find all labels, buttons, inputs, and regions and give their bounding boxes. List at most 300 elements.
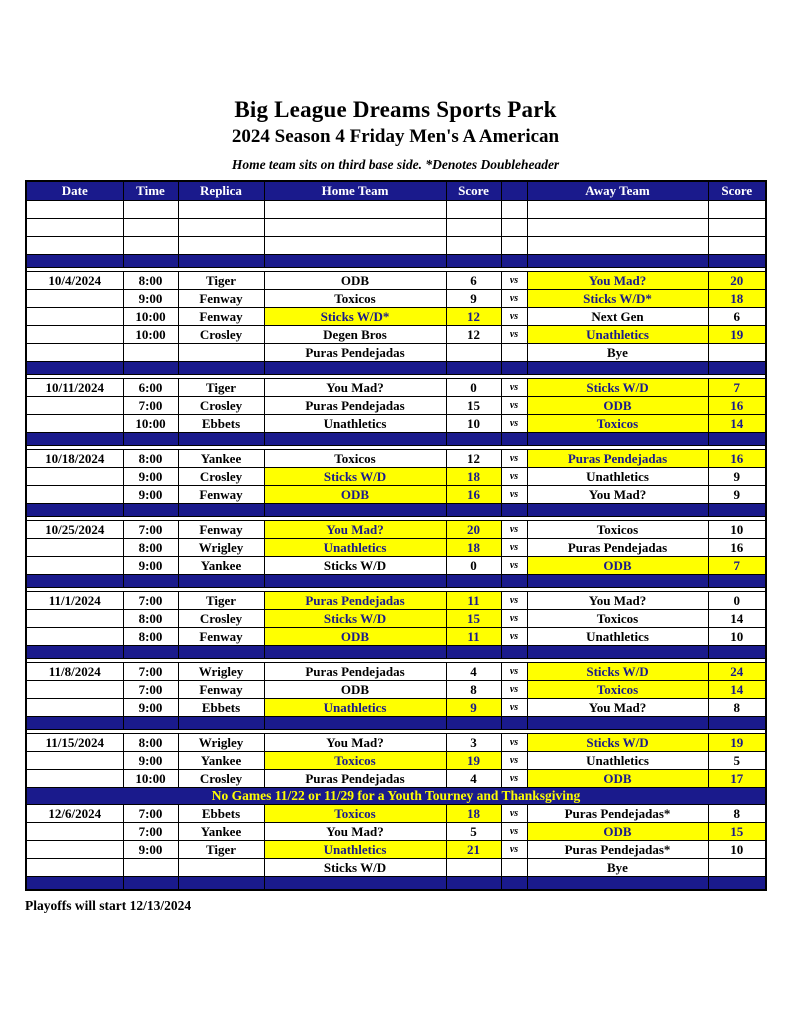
replica-cell: Crosley bbox=[178, 397, 264, 415]
game-row bbox=[26, 699, 766, 717]
replica-cell bbox=[178, 433, 264, 446]
replica-cell: Crosley bbox=[178, 468, 264, 486]
home-team-cell: You Mad? bbox=[264, 823, 446, 841]
game-row bbox=[26, 681, 766, 699]
vs-cell: vs bbox=[501, 628, 527, 646]
home-score-cell: 15 bbox=[446, 610, 501, 628]
home-team-cell bbox=[264, 201, 446, 219]
replica-cell: Fenway bbox=[178, 628, 264, 646]
away-score-cell: 16 bbox=[708, 397, 766, 415]
home-score-cell: 19 bbox=[446, 752, 501, 770]
notice-cell: No Games 11/22 or 11/29 for a Youth Tourney and Thanksgiving bbox=[26, 788, 766, 805]
home-team-cell: Sticks W/D bbox=[264, 468, 446, 486]
away-score-cell: 16 bbox=[708, 450, 766, 468]
replica-cell: Ebbets bbox=[178, 805, 264, 823]
vs-cell: vs bbox=[501, 592, 527, 610]
replica-cell bbox=[178, 717, 264, 730]
time-cell: 8:00 bbox=[123, 610, 178, 628]
home-team-cell: Puras Pendejadas bbox=[264, 770, 446, 788]
home-team-cell bbox=[264, 877, 446, 891]
time-cell: 9:00 bbox=[123, 752, 178, 770]
game-row bbox=[26, 628, 766, 646]
away-score-cell: 9 bbox=[708, 468, 766, 486]
game-row bbox=[26, 397, 766, 415]
date-cell: 10/25/2024 bbox=[26, 521, 123, 539]
time-cell: 10:00 bbox=[123, 308, 178, 326]
time-cell: 9:00 bbox=[123, 557, 178, 575]
replica-cell: Fenway bbox=[178, 486, 264, 504]
time-cell: 10:00 bbox=[123, 770, 178, 788]
date-cell bbox=[26, 575, 123, 588]
date-cell bbox=[26, 877, 123, 891]
away-team-cell: Unathletics bbox=[527, 468, 708, 486]
replica-cell bbox=[178, 344, 264, 362]
home-team-cell bbox=[264, 646, 446, 659]
vs-cell: vs bbox=[501, 734, 527, 752]
time-cell: 8:00 bbox=[123, 450, 178, 468]
time-cell: 7:00 bbox=[123, 592, 178, 610]
date-cell bbox=[26, 415, 123, 433]
vs-cell: vs bbox=[501, 752, 527, 770]
away-score-cell bbox=[708, 575, 766, 588]
game-row bbox=[26, 752, 766, 770]
home-team-cell: ODB bbox=[264, 681, 446, 699]
date-cell: 12/6/2024 bbox=[26, 805, 123, 823]
vs-cell: vs bbox=[501, 610, 527, 628]
date-cell bbox=[26, 770, 123, 788]
replica-cell: Yankee bbox=[178, 450, 264, 468]
home-team-cell: Toxicos bbox=[264, 752, 446, 770]
away-team-cell: Sticks W/D bbox=[527, 734, 708, 752]
time-cell: 6:00 bbox=[123, 379, 178, 397]
home-team-cell: ODB bbox=[264, 628, 446, 646]
away-team-cell: ODB bbox=[527, 557, 708, 575]
away-score-cell bbox=[708, 219, 766, 237]
vs-cell: vs bbox=[501, 397, 527, 415]
game-row bbox=[26, 272, 766, 290]
away-score-cell bbox=[708, 255, 766, 268]
date-cell bbox=[26, 752, 123, 770]
home-score-cell: 20 bbox=[446, 521, 501, 539]
replica-cell: Yankee bbox=[178, 557, 264, 575]
home-team-cell: Sticks W/D bbox=[264, 859, 446, 877]
home-score-cell: 9 bbox=[446, 290, 501, 308]
vs-cell: vs bbox=[501, 272, 527, 290]
away-score-cell: 18 bbox=[708, 290, 766, 308]
time-cell: 10:00 bbox=[123, 415, 178, 433]
date-cell bbox=[26, 823, 123, 841]
replica-cell: Crosley bbox=[178, 326, 264, 344]
replica-cell bbox=[178, 255, 264, 268]
home-team-cell: You Mad? bbox=[264, 521, 446, 539]
replica-cell: Wrigley bbox=[178, 539, 264, 557]
vs-cell bbox=[501, 859, 527, 877]
col-header-time: Time bbox=[123, 181, 178, 201]
time-cell bbox=[123, 859, 178, 877]
away-team-cell: Unathletics bbox=[527, 326, 708, 344]
page-title: Big League Dreams Sports Park bbox=[234, 97, 557, 122]
vs-cell bbox=[501, 362, 527, 375]
away-score-cell bbox=[708, 859, 766, 877]
replica-cell: Wrigley bbox=[178, 734, 264, 752]
replica-cell: Wrigley bbox=[178, 663, 264, 681]
replica-cell: Yankee bbox=[178, 752, 264, 770]
time-cell: 7:00 bbox=[123, 681, 178, 699]
date-cell bbox=[26, 308, 123, 326]
home-team-cell: Sticks W/D* bbox=[264, 308, 446, 326]
away-team-cell: ODB bbox=[527, 397, 708, 415]
away-team-cell: Unathletics bbox=[527, 752, 708, 770]
time-cell: 9:00 bbox=[123, 468, 178, 486]
separator-row bbox=[26, 877, 766, 891]
away-score-cell: 8 bbox=[708, 805, 766, 823]
vs-cell bbox=[501, 237, 527, 255]
away-team-cell bbox=[527, 575, 708, 588]
home-score-cell: 18 bbox=[446, 468, 501, 486]
date-cell bbox=[26, 717, 123, 730]
away-team-cell: Toxicos bbox=[527, 521, 708, 539]
game-row bbox=[26, 770, 766, 788]
home-team-cell: Unathletics bbox=[264, 699, 446, 717]
game-row bbox=[26, 486, 766, 504]
vs-cell bbox=[501, 201, 527, 219]
home-score-cell: 15 bbox=[446, 397, 501, 415]
home-score-cell: 11 bbox=[446, 628, 501, 646]
date-cell bbox=[26, 290, 123, 308]
away-score-cell bbox=[708, 504, 766, 517]
time-cell: 8:00 bbox=[123, 539, 178, 557]
home-score-cell: 18 bbox=[446, 805, 501, 823]
page-subtitle: 2024 Season 4 Friday Men's A American bbox=[231, 126, 560, 147]
away-team-cell: Next Gen bbox=[527, 308, 708, 326]
home-score-cell: 16 bbox=[446, 486, 501, 504]
home-team-cell: Toxicos bbox=[264, 805, 446, 823]
home-score-cell: 5 bbox=[446, 823, 501, 841]
home-score-cell bbox=[446, 219, 501, 237]
away-score-cell: 7 bbox=[708, 557, 766, 575]
game-row bbox=[26, 663, 766, 681]
home-score-cell: 0 bbox=[446, 379, 501, 397]
home-team-cell: Toxicos bbox=[264, 450, 446, 468]
home-team-cell: Unathletics bbox=[264, 539, 446, 557]
date-cell bbox=[26, 486, 123, 504]
col-header-date: Date bbox=[26, 181, 123, 201]
time-cell: 10:00 bbox=[123, 326, 178, 344]
home-team-cell: Unathletics bbox=[264, 841, 446, 859]
date-cell bbox=[26, 539, 123, 557]
replica-cell bbox=[178, 219, 264, 237]
home-score-cell bbox=[446, 201, 501, 219]
game-row bbox=[26, 468, 766, 486]
time-cell bbox=[123, 504, 178, 517]
date-cell bbox=[26, 468, 123, 486]
date-cell bbox=[26, 681, 123, 699]
time-cell bbox=[123, 646, 178, 659]
replica-cell bbox=[178, 237, 264, 255]
game-row bbox=[26, 450, 766, 468]
away-score-cell bbox=[708, 433, 766, 446]
home-team-cell: Degen Bros bbox=[264, 326, 446, 344]
away-team-cell: Puras Pendejadas* bbox=[527, 805, 708, 823]
away-score-cell: 0 bbox=[708, 592, 766, 610]
home-score-cell: 0 bbox=[446, 557, 501, 575]
vs-cell bbox=[501, 504, 527, 517]
away-score-cell: 19 bbox=[708, 326, 766, 344]
home-score-cell bbox=[446, 237, 501, 255]
vs-cell: vs bbox=[501, 823, 527, 841]
vs-cell bbox=[501, 646, 527, 659]
table-body bbox=[26, 201, 766, 891]
time-cell: 9:00 bbox=[123, 486, 178, 504]
home-team-cell: You Mad? bbox=[264, 734, 446, 752]
separator-row bbox=[26, 362, 766, 375]
away-score-cell bbox=[708, 201, 766, 219]
separator-row bbox=[26, 255, 766, 268]
away-score-cell: 10 bbox=[708, 628, 766, 646]
away-team-cell: Sticks W/D bbox=[527, 663, 708, 681]
away-team-cell: Sticks W/D bbox=[527, 379, 708, 397]
home-score-cell bbox=[446, 717, 501, 730]
away-team-cell bbox=[527, 219, 708, 237]
away-team-cell: Puras Pendejadas bbox=[527, 539, 708, 557]
game-row bbox=[26, 557, 766, 575]
home-score-cell: 21 bbox=[446, 841, 501, 859]
home-team-cell: ODB bbox=[264, 272, 446, 290]
away-team-cell: You Mad? bbox=[527, 592, 708, 610]
away-team-cell bbox=[527, 237, 708, 255]
vs-cell bbox=[501, 344, 527, 362]
away-score-cell: 15 bbox=[708, 823, 766, 841]
home-score-cell: 12 bbox=[446, 308, 501, 326]
date-cell bbox=[26, 344, 123, 362]
time-cell bbox=[123, 237, 178, 255]
date-cell bbox=[26, 237, 123, 255]
time-cell: 9:00 bbox=[123, 290, 178, 308]
away-team-cell: Toxicos bbox=[527, 610, 708, 628]
home-score-cell: 8 bbox=[446, 681, 501, 699]
away-team-cell bbox=[527, 646, 708, 659]
vs-cell bbox=[501, 575, 527, 588]
away-score-cell: 6 bbox=[708, 308, 766, 326]
vs-cell: vs bbox=[501, 450, 527, 468]
separator-row bbox=[26, 646, 766, 659]
replica-cell bbox=[178, 504, 264, 517]
col-header-home-score: Score bbox=[446, 181, 501, 201]
home-score-cell: 11 bbox=[446, 592, 501, 610]
vs-cell: vs bbox=[501, 841, 527, 859]
time-cell bbox=[123, 717, 178, 730]
away-score-cell: 14 bbox=[708, 415, 766, 433]
away-score-cell: 8 bbox=[708, 699, 766, 717]
away-team-cell: ODB bbox=[527, 770, 708, 788]
home-score-cell: 18 bbox=[446, 539, 501, 557]
separator-row bbox=[26, 575, 766, 588]
replica-cell: Ebbets bbox=[178, 699, 264, 717]
home-team-cell: Sticks W/D bbox=[264, 610, 446, 628]
away-team-cell bbox=[527, 877, 708, 891]
away-team-cell: Sticks W/D* bbox=[527, 290, 708, 308]
home-score-cell bbox=[446, 344, 501, 362]
home-team-cell bbox=[264, 237, 446, 255]
home-score-cell bbox=[446, 433, 501, 446]
home-team-cell bbox=[264, 504, 446, 517]
home-team-cell: Puras Pendejadas bbox=[264, 592, 446, 610]
playoffs-footer: Playoffs will start 12/13/2024 bbox=[25, 898, 192, 913]
date-cell bbox=[26, 362, 123, 375]
vs-cell: vs bbox=[501, 521, 527, 539]
time-cell: 8:00 bbox=[123, 734, 178, 752]
home-team-cell bbox=[264, 433, 446, 446]
doubleheader-note: Home team sits on third base side. *Denotes Doubleheader bbox=[231, 157, 560, 172]
date-cell bbox=[26, 699, 123, 717]
time-cell bbox=[123, 575, 178, 588]
game-row bbox=[26, 734, 766, 752]
away-team-cell: Bye bbox=[527, 344, 708, 362]
replica-cell: Tiger bbox=[178, 841, 264, 859]
time-cell: 7:00 bbox=[123, 823, 178, 841]
empty-row bbox=[26, 219, 766, 237]
time-cell: 7:00 bbox=[123, 805, 178, 823]
col-header-replica: Replica bbox=[178, 181, 264, 201]
vs-cell bbox=[501, 433, 527, 446]
away-score-cell: 24 bbox=[708, 663, 766, 681]
date-cell bbox=[26, 646, 123, 659]
date-cell bbox=[26, 557, 123, 575]
time-cell bbox=[123, 433, 178, 446]
home-score-cell: 12 bbox=[446, 450, 501, 468]
time-cell: 9:00 bbox=[123, 841, 178, 859]
vs-cell bbox=[501, 219, 527, 237]
time-cell: 8:00 bbox=[123, 628, 178, 646]
home-team-cell bbox=[264, 362, 446, 375]
away-team-cell: You Mad? bbox=[527, 699, 708, 717]
time-cell: 9:00 bbox=[123, 699, 178, 717]
home-score-cell bbox=[446, 255, 501, 268]
vs-cell: vs bbox=[501, 290, 527, 308]
home-team-cell bbox=[264, 255, 446, 268]
away-score-cell bbox=[708, 344, 766, 362]
game-row bbox=[26, 521, 766, 539]
time-cell bbox=[123, 344, 178, 362]
away-score-cell: 14 bbox=[708, 610, 766, 628]
away-team-cell bbox=[527, 255, 708, 268]
vs-cell: vs bbox=[501, 308, 527, 326]
away-score-cell: 10 bbox=[708, 521, 766, 539]
date-cell bbox=[26, 326, 123, 344]
time-cell: 7:00 bbox=[123, 521, 178, 539]
replica-cell: Fenway bbox=[178, 681, 264, 699]
date-cell bbox=[26, 504, 123, 517]
away-team-cell: ODB bbox=[527, 823, 708, 841]
away-score-cell: 10 bbox=[708, 841, 766, 859]
away-team-cell bbox=[527, 504, 708, 517]
table-header bbox=[26, 181, 766, 201]
time-cell bbox=[123, 201, 178, 219]
replica-cell bbox=[178, 877, 264, 891]
date-cell: 10/4/2024 bbox=[26, 272, 123, 290]
away-score-cell bbox=[708, 717, 766, 730]
home-score-cell: 3 bbox=[446, 734, 501, 752]
date-cell: 11/8/2024 bbox=[26, 663, 123, 681]
away-team-cell: Toxicos bbox=[527, 415, 708, 433]
replica-cell: Yankee bbox=[178, 823, 264, 841]
home-score-cell bbox=[446, 575, 501, 588]
away-score-cell bbox=[708, 237, 766, 255]
away-score-cell: 17 bbox=[708, 770, 766, 788]
separator-row bbox=[26, 717, 766, 730]
col-header-vs bbox=[501, 181, 527, 201]
date-cell bbox=[26, 628, 123, 646]
vs-cell: vs bbox=[501, 557, 527, 575]
away-score-cell bbox=[708, 362, 766, 375]
away-team-cell: Puras Pendejadas* bbox=[527, 841, 708, 859]
vs-cell: vs bbox=[501, 699, 527, 717]
home-score-cell: 4 bbox=[446, 663, 501, 681]
replica-cell: Fenway bbox=[178, 521, 264, 539]
home-score-cell bbox=[446, 877, 501, 891]
col-header-away-team: Away Team bbox=[527, 181, 708, 201]
vs-cell: vs bbox=[501, 681, 527, 699]
notice-row bbox=[26, 788, 766, 805]
home-score-cell: 10 bbox=[446, 415, 501, 433]
home-team-cell: Puras Pendejadas bbox=[264, 663, 446, 681]
date-cell bbox=[26, 397, 123, 415]
replica-cell bbox=[178, 859, 264, 877]
date-cell bbox=[26, 219, 123, 237]
date-cell bbox=[26, 255, 123, 268]
vs-cell: vs bbox=[501, 663, 527, 681]
date-cell bbox=[26, 859, 123, 877]
replica-cell: Crosley bbox=[178, 770, 264, 788]
away-score-cell: 19 bbox=[708, 734, 766, 752]
replica-cell bbox=[178, 362, 264, 375]
date-cell bbox=[26, 610, 123, 628]
col-header-home-team: Home Team bbox=[264, 181, 446, 201]
date-cell: 11/15/2024 bbox=[26, 734, 123, 752]
away-team-cell: You Mad? bbox=[527, 272, 708, 290]
home-score-cell bbox=[446, 504, 501, 517]
game-row bbox=[26, 841, 766, 859]
date-cell bbox=[26, 841, 123, 859]
header-row bbox=[26, 181, 766, 201]
time-cell: 7:00 bbox=[123, 397, 178, 415]
time-cell bbox=[123, 255, 178, 268]
game-row bbox=[26, 290, 766, 308]
game-row bbox=[26, 308, 766, 326]
bye-row bbox=[26, 859, 766, 877]
home-team-cell: Sticks W/D bbox=[264, 557, 446, 575]
game-row bbox=[26, 379, 766, 397]
vs-cell: vs bbox=[501, 415, 527, 433]
away-score-cell: 16 bbox=[708, 539, 766, 557]
replica-cell bbox=[178, 646, 264, 659]
away-team-cell: Bye bbox=[527, 859, 708, 877]
vs-cell bbox=[501, 717, 527, 730]
away-score-cell bbox=[708, 877, 766, 891]
home-team-cell bbox=[264, 219, 446, 237]
away-score-cell: 14 bbox=[708, 681, 766, 699]
home-score-cell bbox=[446, 646, 501, 659]
game-row bbox=[26, 326, 766, 344]
date-cell bbox=[26, 201, 123, 219]
home-team-cell bbox=[264, 717, 446, 730]
away-team-cell: Toxicos bbox=[527, 681, 708, 699]
away-team-cell bbox=[527, 717, 708, 730]
game-row bbox=[26, 610, 766, 628]
col-header-away-score: Score bbox=[708, 181, 766, 201]
vs-cell: vs bbox=[501, 468, 527, 486]
time-cell bbox=[123, 877, 178, 891]
